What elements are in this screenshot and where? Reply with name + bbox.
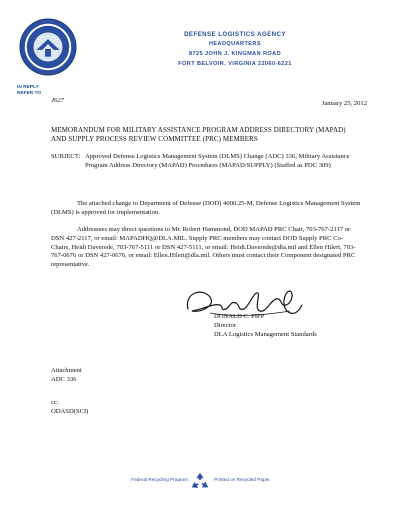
signer-office: DLA Logistics Management Standards (214, 331, 317, 339)
letterhead-headquarters: HEADQUARTERS (208, 41, 262, 47)
signature-block (214, 312, 317, 340)
subject-block (51, 153, 361, 170)
letterhead-city: FORT BELVOIR, VIRGINIA 22060-6221 (178, 61, 292, 67)
cc-item: ODASD(SCI) (51, 408, 89, 416)
subject-label: SUBJECT: (51, 153, 81, 160)
subject-text: Approved Defense Logistics Management System (DLMS) Change (ADC) 336, Military Assistance Program Address Directory (MAPAD) Procedures (MAPAD/SUPPLY) (Staffed as PDC 309) (85, 153, 350, 169)
dla-seal-logo (19, 18, 77, 76)
signer-title: Director (214, 322, 236, 330)
attachment-block (51, 367, 82, 385)
footer-recycling-program: Federal Recycling Program (131, 477, 188, 482)
cc-label: cc: (51, 399, 59, 406)
letterhead-street: 8725 JOHN J. KINGMAN ROAD (188, 51, 282, 57)
reply-reference-label (17, 85, 41, 96)
attachment-item: ADC 336 (51, 375, 77, 383)
signer-name: DONALD C. PIPP (214, 313, 265, 320)
footer-recycled-paper: Printed on Recycled Paper (214, 477, 270, 482)
page-footer (0, 467, 400, 493)
cc-block (51, 398, 88, 417)
reply-label-line-2: REFER TO (17, 90, 42, 96)
recycle-icon (189, 471, 211, 491)
attachment-label: Attachment (51, 367, 82, 374)
letterhead-agency: DEFENSE LOGISTICS AGENCY (184, 31, 286, 38)
memorandum-heading: MEMORANDUM FOR MILITARY ASSISTANCE PROGRAM ADDRESS DIRECTORY (MAPAD) AND SUPPLY PROCESS REVIEW COMMITTEE (PRC) MEMBERS (51, 126, 346, 143)
reply-label-line-1: IN REPLY (17, 85, 39, 90)
letter-date: January 25, 2012 (321, 100, 367, 107)
body-paragraph-1: The attached change to Department of Defense (DOD) 4000.25-M, Defense Logistics Management System (DLMS) is approved for implementation. (51, 200, 361, 216)
reference-code: J627 (51, 97, 64, 104)
body-paragraph-2: Addressees may direct questions to Mr. Robert Hammond, DOD MAPAD PRC Chair, 703-767-2117 or DSN 427-2117, or email: MAPADHQ@DLA.MIL. Supply PRC members may contact DOD Supply PRC Co-Chairs, Heidi Daverede, 703-767-5111 or DSN 427-5111, or email: Heidi.Daverede@dla.mil and Ellen Hilert, 703-767-0676 or DSN 427-0676, or email: Ellen.Hilert@dla.mil. Others must contact their Component designated PRC representative. (51, 226, 356, 269)
